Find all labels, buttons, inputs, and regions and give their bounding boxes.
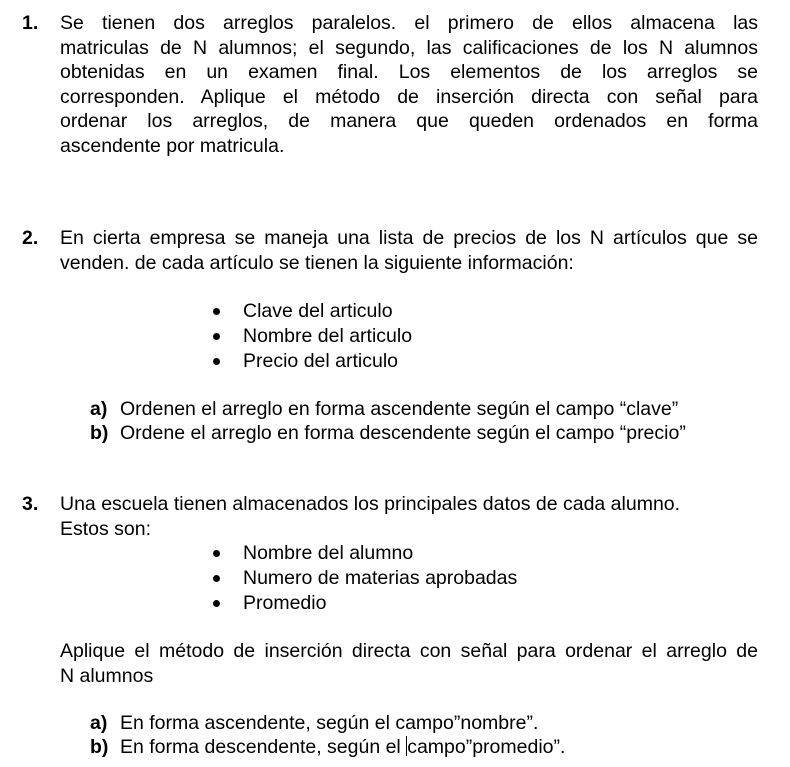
text-line: corresponden. Aplique el método de inserción directa con señal para [60,85,758,108]
bullet-text: Promedio [243,592,327,614]
bullet-text: Nombre del alumno [243,542,414,564]
bullet-text: Clave del articulo [243,300,393,322]
sub-item-label: b) [90,422,109,444]
sub-item-label: a) [90,398,108,420]
bullet-text: Numero de materias aprobadas [243,567,518,589]
paragraph [22,639,762,688]
question-number: 2. [22,227,39,249]
question-number: 1. [22,12,39,34]
sub-item [90,397,678,422]
sub-item-text: En forma descendente, según el [120,736,407,758]
sub-item-text: Ordenen el arreglo en forma ascendente según el campo “clave” [120,398,679,420]
sub-item-text: campo”promedio”. [407,736,566,758]
sub-item [90,421,686,446]
question-3 [22,492,762,541]
text-line: venden. de cada artículo se tienen la siguiente información: [60,251,574,274]
question-number: 3. [22,493,39,515]
sub-item [90,735,565,760]
sub-item-label: a) [90,712,108,734]
bullet-text: Nombre del articulo [243,325,413,347]
text-line: ascendente por matricula. [60,134,285,157]
text-line: ordenar los arreglos, de manera que queden ordenados en forma [60,110,758,132]
question-text [60,492,758,541]
text-line: Se tienen dos arreglos paralelos. el primero de ellos almacena las [60,12,758,34]
question-text [60,226,758,275]
text-line: obtenidas en un examen final. Los elementos de los arreglos se [60,61,758,83]
bullet-text: Precio del articulo [243,350,398,372]
text-line: matriculas de N alumnos; el segundo, las calificaciones de los N alumnos [60,36,758,59]
question-2 [22,226,762,275]
sub-item-label: b) [90,736,109,758]
paragraph-text [60,639,758,688]
sub-item [90,711,538,736]
question-text [60,11,758,158]
sub-item-text: En forma ascendente, según el campo”nombre”. [120,712,539,734]
text-line: Aplique el método de inserción directa con señal para ordenar el arreglo de [60,640,758,662]
text-line: Una escuela tienen almacenados los principales datos de cada alumno. [60,493,681,515]
text-line: N alumnos [60,664,154,687]
question-1 [22,11,762,158]
sub-item-text: Ordene el arreglo en forma descendente según el campo “precio” [120,422,686,444]
text-line: Estos son: [60,517,152,540]
text-line: En cierta empresa se maneja una lista de precios de los N artículos que se [60,227,758,249]
